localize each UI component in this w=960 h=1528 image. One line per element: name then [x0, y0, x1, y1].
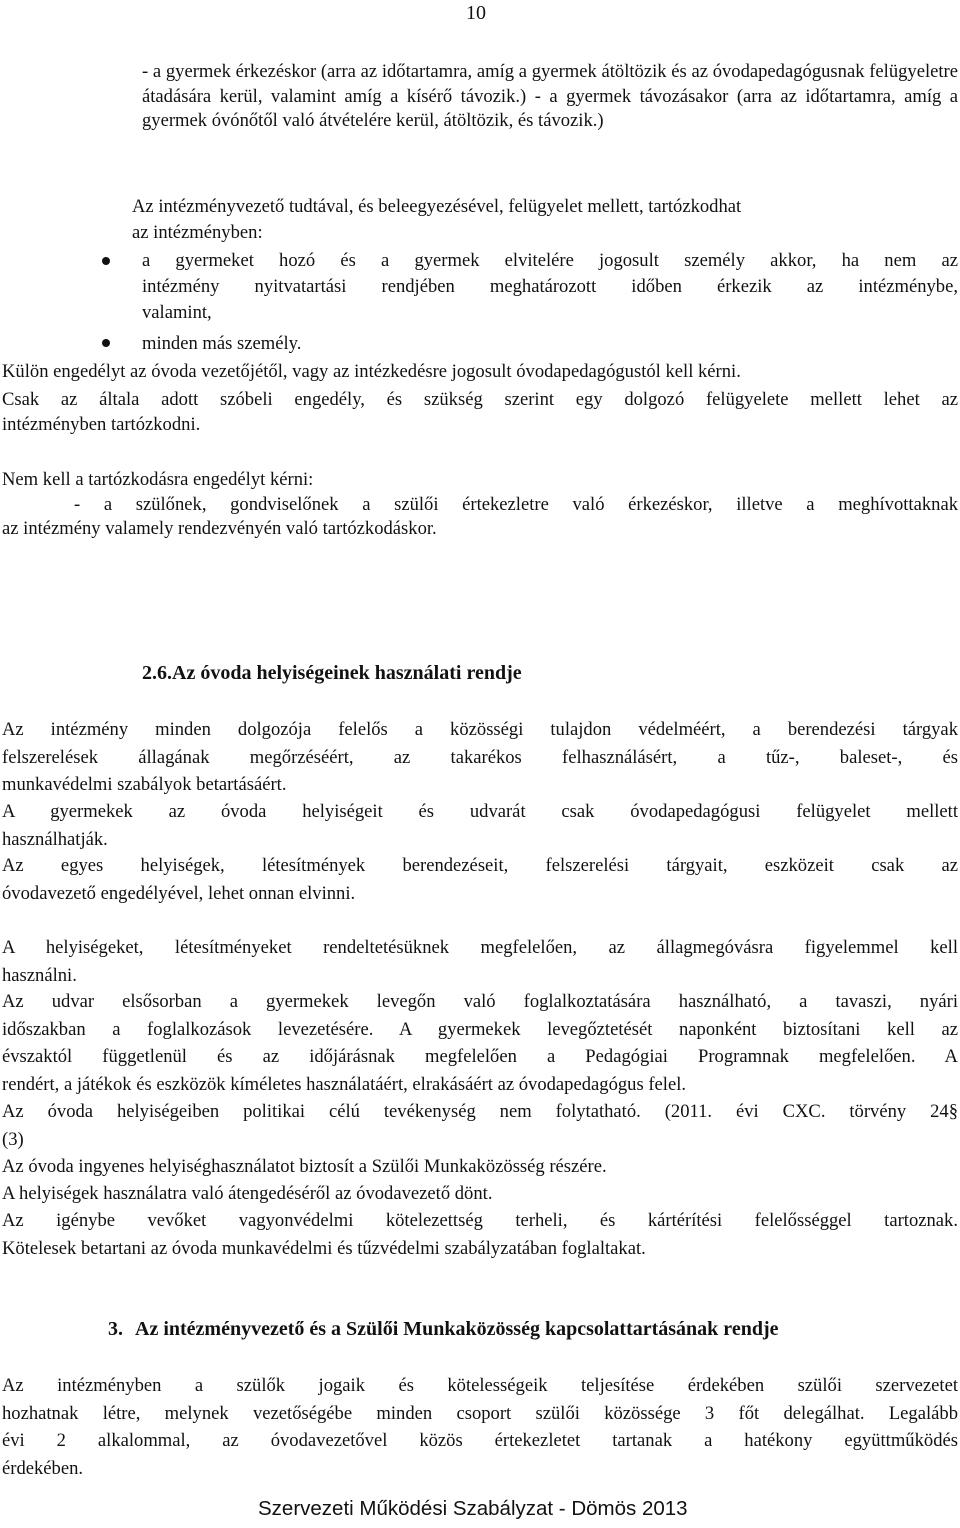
users-paragraph: [2, 1207, 958, 1262]
text-line: hozhatnak létre, melynek vezetőségébe minden csoport szülői közössége 3 főt delegálhat. Legalább: [2, 1402, 958, 1424]
free-use-paragraph: [2, 1153, 958, 1181]
text-line: használni.: [2, 964, 77, 986]
transfer-paragraph: [2, 1180, 958, 1208]
text-line: minden más személy.: [142, 333, 302, 354]
section-heading-2-6: [142, 662, 522, 685]
text-line: Az óvoda helyiségeiben politikai célú tevékenység nem folytatható. (2011. évi CXC. törvény 24§: [2, 1101, 958, 1122]
text-line: intézményben tartózkodni.: [2, 413, 201, 435]
text-line: munkavédelmi szabályok betartásáért.: [2, 774, 287, 795]
text-line: felszerelések állagának megőrzéséért, az takarékos felhasználásért, a tűz-, baleset-, és: [2, 746, 958, 768]
text-line: az intézményben:: [132, 222, 263, 243]
text-line: intézmény nyitvatartási rendjében meghatározott időben érkezik az intézménybe,: [142, 276, 958, 297]
section-title: Az óvoda helyiségeinek használati rendje: [172, 662, 522, 684]
yard-paragraph: [2, 988, 958, 1098]
text-line: (3): [2, 1128, 24, 1150]
text-line: Az intézményben a szülők jogaik és kötelességeik teljesítése érdekében szülői szervezetet: [2, 1375, 958, 1396]
page-number: 10: [466, 2, 486, 24]
text-line: Az intézmény minden dolgozója felelős a közösségi tulajdon védelméért, a berendezési tárgyak: [2, 719, 958, 740]
text-line: Nem kell a tartózkodásra engedélyt kérni:: [2, 469, 314, 490]
separate-permission-paragraph: [2, 360, 958, 385]
text-line: a gyermeket hozó és a gyermek elvitelére jogosult személy akkor, ha nem az: [142, 250, 958, 271]
section-number: 2.6.: [142, 662, 172, 684]
oral-permission-paragraph: [2, 388, 958, 437]
text-line: Kötelesek betartani az óvoda munkavédelmi és tűzvédelmi szabályzatában foglaltakat.: [2, 1237, 646, 1259]
text-line: A helyiségeket, létesítményeket rendeltetésüknek megfelelően, az állagmegóvásra figyelemmel kell: [2, 937, 958, 958]
responsibility-paragraph: [2, 716, 958, 799]
text-line: valamint,: [142, 302, 212, 323]
text-line: - a szülőnek, gondviselőnek a szülői értekezletre való érkezéskor, illetve a meghívottaknak: [74, 493, 958, 515]
text-line: A helyiségek használatra való átengedéséről az óvodavezető dönt.: [2, 1183, 493, 1204]
text-line: Az óvoda ingyenes helyiséghasználatot biztosít a Szülői Munkaközösség részére.: [2, 1156, 607, 1177]
page-footer: Szervezeti Működési Szabályzat - Dömös 2013: [258, 1497, 688, 1520]
parents-paragraph: [2, 1372, 958, 1482]
text-line: óvodapedagógusnak felügyeletre átadására kerül, valamint amíg a kísérő távozik.): [142, 61, 958, 107]
children-paragraph: [2, 798, 958, 853]
rooms-paragraph: [2, 934, 958, 989]
text-line: évszaktól függetlenül és az időjárásnak megfelelően a Pedagógiai Programnak megfelelően. A: [2, 1046, 958, 1067]
no-permission-paragraph: [2, 468, 958, 542]
text-line: az intézmény valamely rendezvényén való tartózkodáskor.: [2, 518, 437, 539]
text-line: - a gyermek érkezéskor (arra az időtartamra, amíg a gyermek átöltözik és az: [142, 61, 708, 82]
text-line: Az udvar elsősorban a gyermekek levegőn való foglalkoztatására használható, a tavaszi, nyári: [2, 991, 958, 1012]
text-line: Az egyes helyiségek, létesítmények berendezéseit, felszerelési tárgyait, eszközeit csak az: [2, 855, 958, 876]
leader-consent-paragraph: [132, 194, 958, 246]
bullet-dot: [102, 257, 110, 265]
text-line: időszakban a foglalkozások levezetésére. A gyermekek levegőztetését naponként biztosítani kell az: [2, 1018, 958, 1040]
text-line: Az intézményvezető tudtával, és beleegyezésével, felügyelet mellett, tartózkodhat: [132, 196, 742, 217]
section-number: 3.: [108, 1318, 123, 1340]
text-line: érdekében.: [2, 1457, 84, 1479]
text-line: Csak az általa adott szóbeli engedély, és szükség szerint egy dolgozó felügyelete mellett lehet az: [2, 389, 958, 410]
equipment-paragraph: [2, 852, 958, 907]
text-line: rendért, a játékok és eszközök kíméletes használatáért, elrakásáért az óvodapedagógus felel.: [2, 1073, 687, 1095]
politics-paragraph: [2, 1098, 958, 1153]
text-line: - a gyermek távozásakor (arra az időtartamra, amíg a gyermek óvónőtől való: [142, 85, 959, 131]
text-line: használhatják.: [2, 828, 108, 850]
section-title: Az intézményvezető és a Szülői Munkaközösség kapcsolattartásának rendje: [135, 1318, 779, 1340]
section-heading-3: [108, 1318, 778, 1341]
text-line: Az igénybe vevőket vagyonvédelmi kötelezettség terheli, és kártérítési felelősséggel tartoznak.: [2, 1210, 958, 1231]
intro-paragraph: [142, 60, 958, 134]
text-line: Külön engedélyt az óvoda vezetőjétől, vagy az intézkedésre jogosult óvodapedagógustól kell kérni.: [2, 361, 741, 382]
list-item: [142, 248, 958, 326]
list-item: [142, 330, 958, 357]
bullet-dot: [102, 339, 110, 347]
text-line: óvodavezető engedélyével, lehet onnan elvinni.: [2, 882, 356, 904]
text-line: évi 2 alkalommal, az óvodavezetővel közös értekezletet tartanak a hatékony együttműködés: [2, 1430, 958, 1451]
text-line: átvételére kerül, átöltözik, és távozik.): [319, 110, 604, 131]
text-line: A gyermekek az óvoda helyiségeit és udvarát csak óvodapedagógusi felügyelet mellett: [2, 801, 958, 822]
